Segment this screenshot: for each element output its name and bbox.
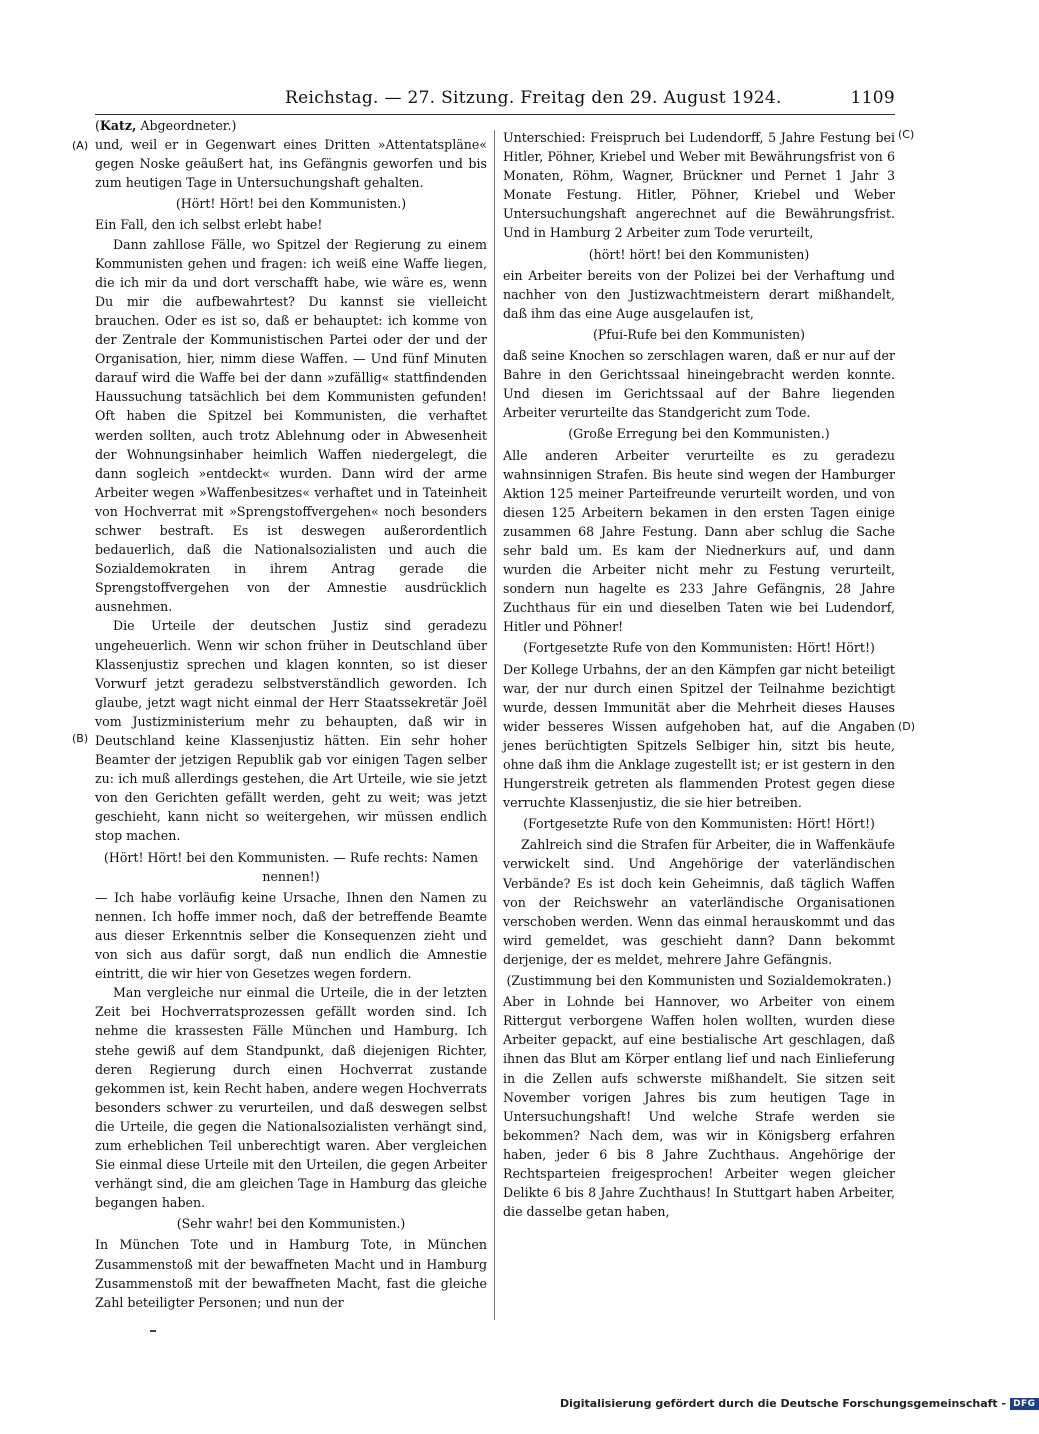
print-speck <box>150 1330 156 1332</box>
paragraph: — Ich habe vorläufig keine Ursache, Ihnen den Namen zu nennen. Ich hoffe immer noch, daß der betreffende Beamte aus dieser Erkenntnis selber die Konsequenzen zieht und von sich aus dafür sorgt, daß nun endlich die Amnestie eintritt, die wir hier von Gesetzes wegen fordern. <box>95 889 487 982</box>
margin-mark-b: (B) <box>72 732 89 745</box>
paragraph: Dann zahllose Fälle, wo Spitzel der Regierung zu einem Kommunisten gehen und fragen: ich weiß eine Waffe liegen, die ich mir da und dort verschafft habe, wie wäre es, wenn Du mir die aufbewahrtest? Du kannst sie vielleicht brauchen. Oder es ist so, daß er behauptet: ich komme von der Zentrale der Kommunistischen Partei oder der und der Organisation, hier, nimm diese Waffen. — Und fünf Minuten darauf wird die Waffe bei der dann »zufällig« stattfindenden Haussuchung tatsächlich bei dem Kommunisten gefunden! Oft haben die Spitzel bei Kommunisten, die verhaftet werden sollten, auch trotz Ablehnung oder in Abwesenheit der Wohnungsinhaber heimlich Waffen niedergelegt, die dann sogleich »entdeckt« wurden. Dann wird der arme Arbeiter wegen »Waffenbesitzes« verhaftet und in Tateinheit von Hochverrat mit »Sprengstoffvergehen« noch besonders schwer bestraft. Es ist deswegen außerordentlich bedauerlich, daß die Nationalsozialisten und auch die Sozialdemokraten in ihrem Antrag gerade die Sprengstoffvergehen von der Amnestie ausdrücklich ausnehmen. <box>95 236 487 615</box>
interjection: (Sehr wahr! bei den Kommunisten.) <box>176 1216 406 1232</box>
paragraph: Aber in Lohnde bei Hannover, wo Arbeiter von einem Rittergut verborgene Waffen holen wollten, wurden diese Arbeiter gepackt, auf eine bestialische Art geschlagen, daß ihnen das Blut am Körper entlang lief und nach Einlieferung in die Zellen aufs schwerste mißhandelt. Sie sitzen seit November vorigen Jahres bis zum heutigen Tage in Untersuchungshaft! Und welche Strafe werden sie bekommen? Nach dem, was wir in Königsberg erfahren haben, jeder 6 bis 8 Jahre Zuchthaus. Angehörige der Rechtsparteien freigesprochen! Arbeiter wegen gleicher Delikte 6 bis 8 Jahre Zuchthaus! In Stuttgart haben Arbeiter, die dasselbe getan haben, <box>503 994 895 1220</box>
paragraph: Alle anderen Arbeiter verurteilte es zu geradezu wahnsinnigen Strafen. Bis heute sind wegen der Hamburger Aktion 125 meiner Parteifreunde verurteilt worden, und von diesen 125 Arbeitern bekamen in den ersten Tagen einige zusammen 68 Jahre Festung. Dann aber schlug die Sache sehr bald um. Es kam der Niednerkurs auf, und dann wurden die Arbeiter nicht mehr zu Festung verurteilt, sondern nun hagelte es 233 Jahre Gefängnis, 28 Jahre Zuchthaus für ein und dieselben Taten wie bei Ludendorf, Hitler und Pöhner! <box>503 447 895 635</box>
paragraph: Ein Fall, den ich selbst erlebt habe! <box>95 217 323 233</box>
column-divider <box>494 130 495 1320</box>
paragraph: ein Arbeiter bereits von der Polizei bei der Verhaftung und nachher von den Justizwachtmeistern derart mißhandelt, daß ihm das eine Auge ausgelaufen ist, <box>503 267 895 321</box>
paragraph: Man vergleiche nur einmal die Urteile, die in der letzten Zeit bei Hochverratsprozessen gefällt worden sind. Ich nehme die krassesten Fälle München und Hamburg. Ich stehe gewiß auf dem Standpunkt, daß diejenigen Richter, deren Regierung durch einen Hochverrat zustande gekommen ist, kein Recht haben, andere wegen Hochverrats besonders schwer zu verurteilen, und daß deswegen selbst die Urteile, die gegen die Nationalsozialisten verhängt sind, zum erheblichen Teil unberechtigt waren. Aber vergleichen Sie einmal diese Urteile mit den Urteilen, die gegen Arbeiter verhängt sind, die am gleichen Tage in Hamburg das gleiche begangen haben. <box>95 985 487 1211</box>
running-title: Reichstag. — 27. Sitzung. Freitag den 29. August 1924. <box>285 88 782 108</box>
interjection: (Hört! Hört! bei den Kommunisten.) <box>175 196 407 212</box>
margin-mark-c: (C) <box>898 128 915 141</box>
funding-note: Digitalisierung gefördert durch die Deutsche Forschungsgemeinschaft - <box>560 1397 1007 1410</box>
interjection: (Pfui-Rufe bei den Kommunisten) <box>592 326 806 342</box>
interjection: (Fortgesetzte Rufe von den Kommunisten: Hört! Hört!) <box>523 816 875 832</box>
paragraph: daß seine Knochen so zerschlagen waren, daß er nur auf der Bahre in den Gerichtssaal hineingebracht werden konnte. Und diesen im Gerichtssaal auf der Bahre liegenden Arbeiter verurteilte das Standgericht zum Tode. <box>503 348 895 421</box>
paragraph: In München Tote und in Hamburg Tote, in München Zusammenstoß mit der bewaffneten Macht und in Hamburg Zusammenstoß mit der bewaffneten Macht, fast die gleiche Zahl beteiligter Personen; und nun der <box>95 1237 487 1310</box>
page-header <box>255 88 895 114</box>
interjection: (Fortgesetzte Rufe von den Kommunisten: Hört! Hört!) <box>523 640 875 656</box>
header-rule <box>95 114 895 115</box>
speaker-name: Katz, <box>99 118 137 133</box>
interjection: (Zustimmung bei den Kommunisten und Sozialdemokraten.) <box>506 973 892 989</box>
speaker-open: ( <box>95 118 100 133</box>
paragraph: Unterschied: Freispruch bei Ludendorff, 5 Jahre Festung bei Hitler, Pöhner, Kriebel und Weber mit Bewährungsfrist von 6 Monaten, Röhm, Wagner, Brückner und Pernet 1 Jahr 3 Monate Festung. Hitler, Pöhner, Kriebel und Weber Untersuchungshaft angerechnet auf die Bewährungsfrist. Und in Hamburg 2 Arbeiter zum Tode verurteilt, <box>503 130 895 241</box>
paragraph: Der Kollege Urbahns, der an den Kämpfen gar nicht beteiligt war, der nur durch einen Spitzel der Teilnahme bezichtigt wurde, dessen Immunität aber die Mehrheit dieses Hauses wider besseres Wissen aufgehoben hat, auf die Angaben jenes berüchtigten Spitzels Selbiger hin, sitzt bis heute, ohne daß ihm die Anklage zugestellt ist; er ist gestern in den Hungerstreik getreten als flammenden Protest gegen diese verruchte Klassenjustiz, die sie hier betreiben. <box>503 661 895 811</box>
speaker-line <box>95 116 487 135</box>
right-column <box>503 128 895 1221</box>
paragraph: Die Urteile der deutschen Justiz sind geradezu ungeheuerlich. Wenn wir schon früher in Deutschland über Klassenjustiz sprechen und klagen konnten, so ist dieser Vorwurf jetzt geradezu selbstverständlich geworden. Ich glaube, jetzt wagt nicht einmal der Herr Staatssekretär Joël vom Justizministerium mehr zu behaupten, daß wir in Deutschland keine Klassenjustiz hätten. Ein sehr hoher Beamter der jetzigen Republik gab vor einigen Tagen selber zu: ich muß allerdings gestehen, die Art Urteile, wie sie jetzt von den Gerichten gefällt werden, geht zu weit; was jetzt geschieht, kann nicht so weitergehen, wir müssen endlich stop machen. <box>95 618 487 844</box>
paragraph: Zahlreich sind die Strafen für Arbeiter, die in Waffenkäufe verwickelt sind. Und Angehörige der vaterländischen Verbände? Es ist doch kein Geheimnis, daß täglich Waffen von der Reichswehr an vaterländische Organisationen verschoben werden. Wenn das einmal herauskommt und das wird gemeldet, was geschieht dann? Dann bekommt derjenige, der es meldet, mehrere Jahre Gefängnis. <box>503 837 895 967</box>
speaker-role: Abgeordneter.) <box>136 118 237 133</box>
left-column <box>95 116 487 1312</box>
interjection: (Hört! Hört! bei den Kommunisten. — Rufe rechts: Namen nennen!) <box>103 849 479 884</box>
page-number: 1109 <box>850 88 895 108</box>
margin-mark-d: (D) <box>898 720 916 733</box>
dfg-logo: DFG <box>1010 1398 1039 1410</box>
interjection: (hört! hört! bei den Kommunisten) <box>588 246 810 262</box>
page-footer <box>560 1397 1036 1417</box>
interjection: (Große Erregung bei den Kommunisten.) <box>568 426 830 442</box>
paragraph: und, weil er in Gegenwart eines Dritten »Attentatspläne« gegen Noske geäußert hat, ins Gefängnis geworfen und bis zum heutigen Tage in Untersuchungshaft gehalten. <box>95 137 487 191</box>
margin-mark-a: (A) <box>72 139 89 152</box>
